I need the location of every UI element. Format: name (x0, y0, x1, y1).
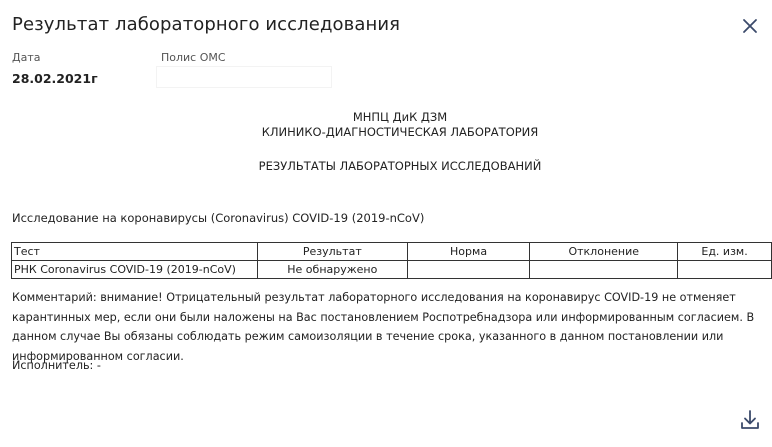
table-header-row (12, 243, 772, 261)
policy-label: Полис ОМС (161, 51, 226, 64)
header-units: Ед. изм. (678, 243, 772, 261)
modal-title: Результат лабораторного исследования (12, 14, 401, 35)
cell-norm (407, 261, 530, 279)
cell-deviation (530, 261, 678, 279)
results-table (11, 242, 772, 279)
org-line: МНПЦ ДиК ДЗМ (352, 110, 448, 124)
date-label: Дата (12, 51, 41, 64)
download-icon (738, 408, 762, 432)
study-title: Исследование на коронавирусы (Coronavirus) COVID-19 (2019-nCoV) (12, 211, 425, 225)
header-deviation: Отклонение (530, 243, 678, 261)
close-button[interactable] (739, 15, 761, 37)
results-heading: РЕЗУЛЬТАТЫ ЛАБОРАТОРНЫХ ИССЛЕДОВАНИЙ (258, 159, 542, 173)
table-row (12, 261, 772, 279)
date-value: 28.02.2021г (12, 71, 98, 86)
header-result: Результат (257, 243, 407, 261)
header-test: Тест (12, 243, 258, 261)
cell-test: РНК Coronavirus COVID-19 (2019-nCoV) (12, 261, 258, 279)
executor-text: Исполнитель: - (12, 359, 101, 372)
download-button[interactable] (738, 408, 762, 432)
close-icon (742, 18, 758, 34)
comment-text: Комментарий: внимание! Отрицательный результат лабораторного исследования на коронавирус COVID-19 не отменяет карантинных мер, если они были наложены на Вас постановлением Роспотребнадзора или информированным согласием. В данном случае Вы обязаны соблюдать режим самоизоляции в течение срока, указанного в данном постановлении или информированном согласии. (12, 291, 755, 363)
lab-line: КЛИНИКО-ДИАГНОСТИЧЕСКАЯ ЛАБОРАТОРИЯ (261, 125, 539, 139)
cell-result: Не обнаружено (257, 261, 407, 279)
cell-units (678, 261, 772, 279)
header-norm: Норма (407, 243, 530, 261)
policy-value (156, 66, 332, 88)
